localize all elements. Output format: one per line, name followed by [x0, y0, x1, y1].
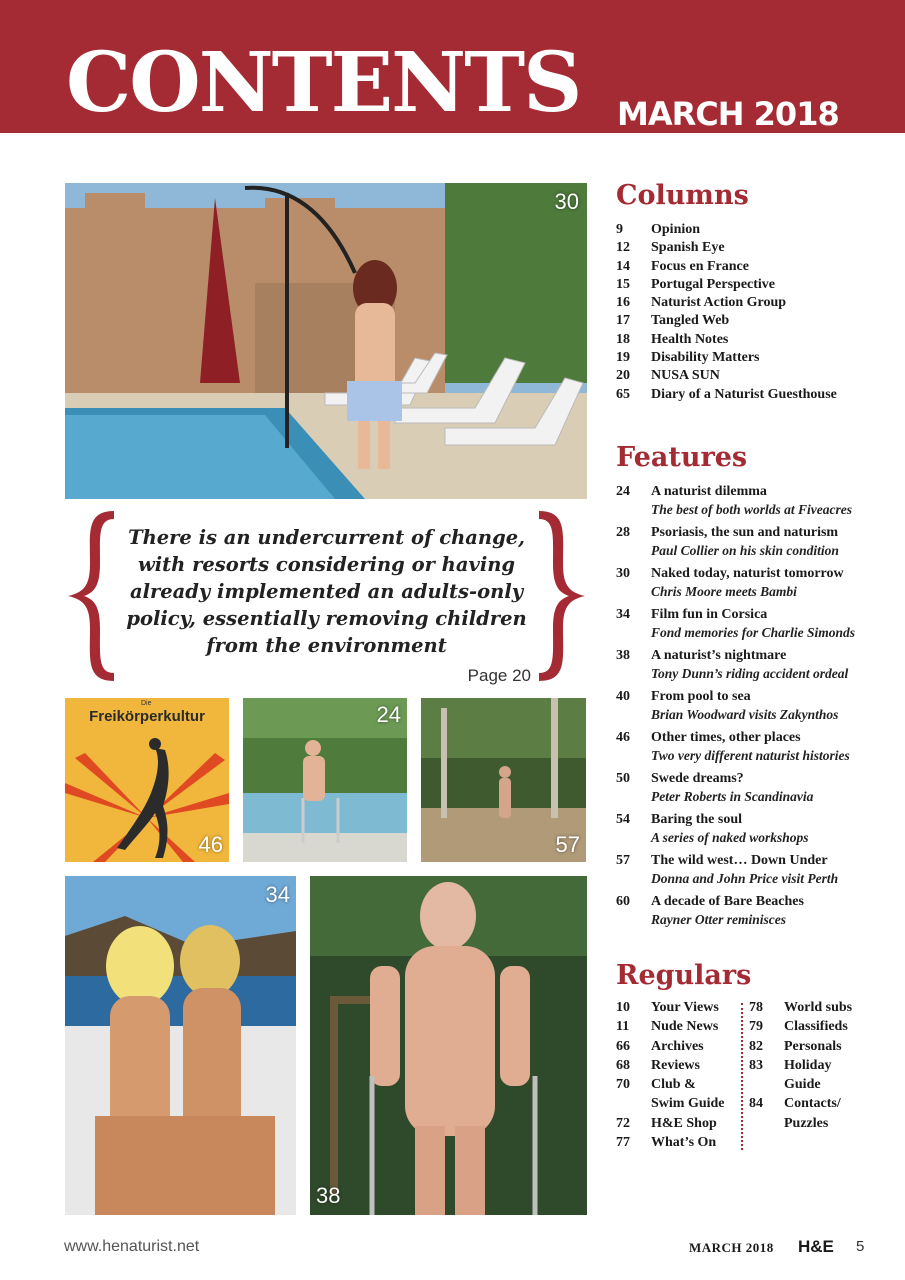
issue-date: MARCH 2018 [617, 95, 839, 133]
footer-date: MARCH 2018 [689, 1240, 774, 1255]
item-title: Film fun in Corsica [651, 607, 768, 622]
item-title: Reviews [651, 1057, 700, 1073]
item-title: A naturist dilemma [651, 484, 767, 499]
item-subtitle: Rayner Otter reminisces [651, 912, 786, 927]
list-item [616, 770, 896, 806]
item-page-number: 83 [749, 1057, 763, 1073]
photo-page-number: 30 [554, 189, 579, 214]
list-item [616, 811, 896, 847]
features-section [616, 444, 896, 934]
item-title: What’s On [651, 1135, 717, 1151]
list-item [616, 1094, 725, 1113]
garden-illustration [310, 876, 587, 1215]
list-item [749, 1056, 852, 1075]
regulars-list-left [616, 998, 725, 1152]
columns-section [616, 182, 896, 404]
photo-poolside [65, 183, 587, 499]
item-title: From pool to sea [651, 689, 751, 704]
item-page-number: 68 [616, 1057, 630, 1073]
item-page-number: 79 [749, 1019, 763, 1035]
list-item [616, 1056, 725, 1075]
regulars-list-right [749, 998, 852, 1133]
item-row [616, 647, 896, 665]
item-title: World subs [784, 1000, 853, 1015]
list-item [616, 1037, 725, 1056]
item-subtitle: Paul Collier on his skin condition [651, 543, 839, 558]
item-page-number: 11 [616, 1019, 630, 1035]
item-title: Personals [784, 1038, 842, 1054]
item-title: Portugal Perspective [651, 276, 776, 292]
item-page-number: 84 [749, 1096, 763, 1112]
item-row [616, 606, 896, 624]
list-item [749, 1037, 852, 1056]
item-page-number: 19 [616, 350, 630, 366]
item-title: Health Notes [651, 331, 729, 347]
item-title: Disability Matters [651, 350, 760, 366]
list-item [749, 998, 852, 1017]
list-item [616, 349, 896, 367]
item-page-number: 12 [616, 240, 630, 256]
list-item [616, 331, 896, 349]
item-row [616, 811, 896, 829]
item-title: Other times, other places [651, 730, 801, 745]
columns-title: Columns [616, 180, 749, 211]
item-page-number: 15 [616, 276, 630, 292]
item-page-number: 30 [616, 566, 630, 581]
left-brace-icon [64, 508, 120, 683]
list-item [616, 688, 896, 724]
item-page-number: 34 [616, 607, 630, 622]
photo-page-number: 38 [316, 1183, 341, 1208]
photo-pool-steps [243, 698, 407, 862]
item-title: Contacts/ [784, 1096, 841, 1112]
item-title: A decade of Bare Beaches [651, 894, 804, 909]
item-page-number: 14 [616, 258, 630, 274]
boat-illustration [65, 876, 296, 1215]
item-page-number: 46 [616, 730, 630, 745]
list-item [616, 1075, 725, 1094]
item-page-number: 17 [616, 313, 630, 329]
item-title: Spanish Eye [651, 240, 725, 256]
item-subtitle: The best of both worlds at Fiveacres [651, 502, 852, 517]
item-row [616, 852, 896, 870]
item-subtitle: A series of naked workshops [651, 830, 809, 845]
item-title: Guide [784, 1077, 821, 1093]
photo-page-number: 24 [376, 702, 401, 727]
item-title: Naturist Action Group [651, 295, 787, 311]
regulars-title: Regulars [616, 960, 752, 991]
list-item [616, 893, 896, 929]
item-title: Archives [651, 1038, 704, 1054]
item-subtitle: Two very different naturist histories [651, 748, 850, 763]
list-item [616, 276, 896, 294]
item-page-number: 28 [616, 525, 630, 540]
item-page-number: 77 [616, 1135, 630, 1151]
item-title: Holiday [784, 1057, 832, 1073]
item-title: Swede dreams? [651, 771, 744, 786]
item-subtitle: Chris Moore meets Bambi [651, 584, 797, 599]
item-page-number [749, 1075, 784, 1094]
list-item [616, 312, 896, 330]
item-page-number: 16 [616, 295, 630, 311]
list-item [616, 483, 896, 519]
poolside-illustration [65, 183, 587, 499]
item-row [616, 565, 896, 583]
photo-page-number: 46 [198, 832, 223, 857]
item-title: Puzzles [784, 1115, 829, 1131]
list-item [616, 1017, 725, 1036]
photo-garden [310, 876, 587, 1215]
item-title: The wild west… Down Under [651, 853, 828, 868]
item-page-number: 10 [616, 1000, 630, 1015]
item-subtitle: Peter Roberts in Scandinavia [651, 789, 814, 804]
item-title: Focus en France [651, 258, 749, 274]
footer-magazine-logo: H&E [798, 1237, 834, 1256]
quote-page-ref: Page 20 [467, 666, 531, 685]
item-page-number: 57 [616, 853, 630, 868]
item-row [616, 483, 896, 501]
list-item [749, 1114, 852, 1133]
list-item [616, 998, 725, 1017]
footer-url[interactable]: www.henaturist.net [64, 1238, 200, 1255]
item-page-number [616, 1094, 651, 1113]
item-title: Tangled Web [651, 313, 730, 329]
item-subtitle: Tony Dunn’s riding accident ordeal [651, 666, 849, 681]
item-title: Psoriasis, the sun and naturism [651, 525, 839, 540]
right-brace-icon [533, 508, 589, 683]
item-title: A naturist’s nightmare [651, 648, 787, 663]
item-title: Nude News [651, 1019, 719, 1035]
photo-page-number: 57 [555, 832, 580, 857]
list-item [616, 565, 896, 601]
list-item [616, 239, 896, 257]
item-title: Swim Guide [651, 1096, 725, 1112]
columns-list [616, 221, 896, 404]
item-title: Diary of a Naturist Guesthouse [651, 386, 837, 402]
item-row [616, 729, 896, 747]
item-page-number: 40 [616, 689, 630, 704]
item-page-number: 78 [749, 1000, 763, 1015]
photo-boat [65, 876, 296, 1215]
item-title: Baring the soul [651, 812, 743, 827]
item-row [616, 893, 896, 911]
item-subtitle: Donna and John Price visit Perth [651, 871, 839, 886]
list-item [616, 367, 896, 385]
photo-poster [65, 698, 229, 862]
list-item [616, 524, 896, 560]
regulars-divider [741, 1003, 743, 1150]
list-item [616, 221, 896, 239]
item-page-number: 38 [616, 648, 630, 663]
item-row [616, 524, 896, 542]
item-page-number: 72 [616, 1115, 630, 1131]
list-item [616, 647, 896, 683]
item-title: Club & [651, 1077, 696, 1093]
item-page-number: 65 [616, 386, 630, 402]
poster-small-text: Die [141, 700, 152, 707]
list-item [616, 852, 896, 888]
footer-page-number: 5 [856, 1238, 865, 1255]
photo-forest [421, 698, 586, 862]
page-title: CONTENTS [66, 35, 581, 131]
item-subtitle: Brian Woodward visits Zakynthos [651, 707, 839, 722]
list-item [616, 1133, 725, 1152]
list-item [616, 294, 896, 312]
item-page-number: 82 [749, 1038, 763, 1054]
item-subtitle: Fond memories for Charlie Simonds [651, 625, 856, 640]
photo-page-number: 34 [265, 882, 290, 907]
item-title: Classifieds [784, 1019, 848, 1035]
regulars-section [616, 962, 896, 989]
item-page-number: 50 [616, 771, 630, 786]
features-list [616, 483, 896, 929]
list-item [616, 1114, 725, 1133]
item-title: Opinion [651, 222, 701, 237]
item-page-number: 9 [616, 222, 623, 237]
item-title: NUSA SUN [651, 368, 720, 384]
list-item [749, 1094, 852, 1113]
item-page-number: 54 [616, 812, 630, 827]
list-item [749, 1017, 852, 1036]
pull-quote [64, 508, 589, 690]
list-item [616, 386, 896, 404]
quote-text: There is an undercurrent of change, with resorts considering or having already implemented an adults-only policy, essentially removing children from the environment [126, 526, 527, 657]
item-page-number: 60 [616, 894, 630, 909]
item-title: Naked today, naturist tomorrow [651, 566, 844, 581]
list-item [749, 1075, 852, 1094]
item-title: H&E Shop [651, 1115, 717, 1131]
item-row [616, 688, 896, 706]
list-item [616, 606, 896, 642]
poster-title: Freikörperkultur [89, 708, 205, 725]
item-page-number: 66 [616, 1038, 630, 1054]
item-page-number: 20 [616, 368, 630, 384]
features-title: Features [616, 442, 748, 473]
list-item [616, 729, 896, 765]
item-page-number: 18 [616, 331, 630, 347]
item-title: Your Views [651, 1000, 719, 1015]
item-page-number: 70 [616, 1077, 630, 1093]
item-page-number: 24 [616, 484, 630, 499]
item-page-number [749, 1114, 784, 1133]
item-row [616, 770, 896, 788]
list-item [616, 258, 896, 276]
